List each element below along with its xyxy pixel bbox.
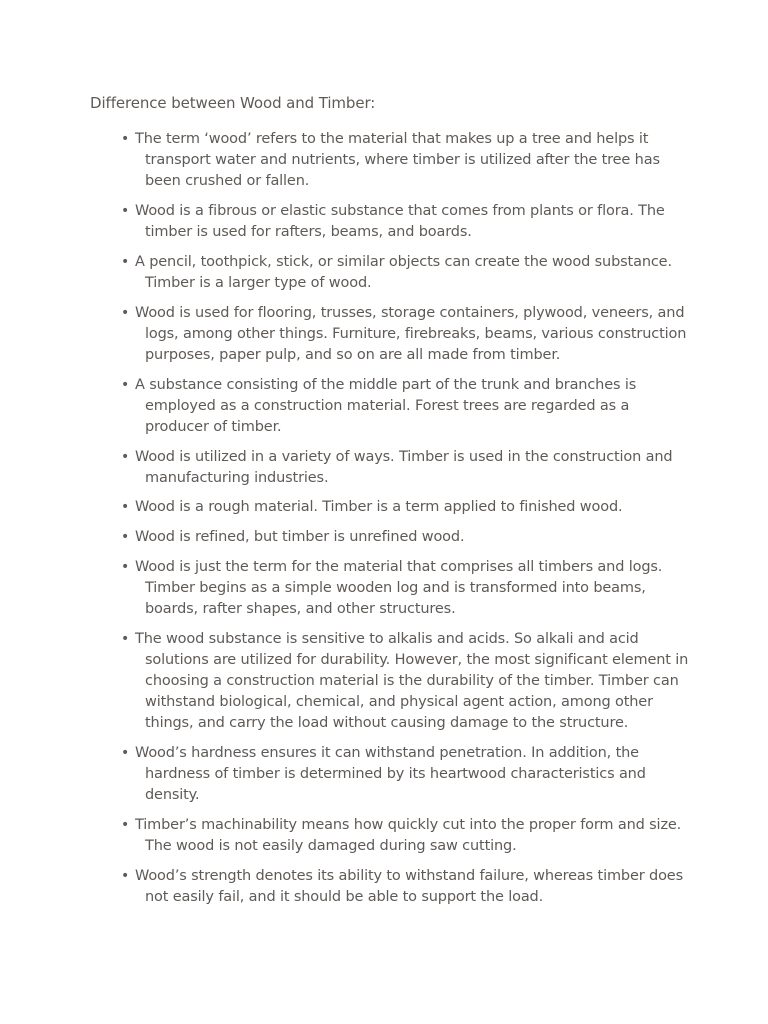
bullet-icon: • (121, 131, 130, 147)
bullet-icon: • (121, 203, 130, 219)
list-item (119, 815, 689, 857)
bullet-icon: • (121, 558, 130, 575)
difference-list (119, 129, 689, 917)
list-item (119, 866, 689, 908)
list-item (119, 129, 689, 193)
list-item-text: Wood is a fibrous or elastic substance that comes from plants or flora. The timber is used for rafters, beams, and boards. (135, 203, 665, 241)
list-item (119, 743, 689, 807)
bullet-icon: • (121, 867, 130, 884)
bullet-icon: • (121, 816, 130, 833)
list-item (119, 629, 689, 735)
list-item-text: A pencil, toothpick, stick, or similar objects can create the wood substance. Timber is a larger type of wood. (135, 253, 672, 291)
list-item-text: Wood’s hardness ensures it can withstand penetration. In addition, the hardness of timber is determined by its heartwood characteristics and density. (135, 744, 646, 804)
list-item-text: Wood is utilized in a variety of ways. Timber is used in the construction and manufacturing industries. (135, 448, 673, 486)
bullet-icon: • (121, 304, 130, 321)
list-item-text: Wood’s strength denotes its ability to withstand failure, whereas timber does not easily fail, and it should be able to support the load. (135, 867, 683, 905)
list-item-text: Wood is a rough material. Timber is a term applied to finished wood. (135, 499, 623, 516)
bullet-icon: • (121, 528, 130, 545)
bullet-icon: • (121, 744, 130, 761)
bullet-icon: • (121, 499, 130, 516)
document-heading: Difference between Wood and Timber: (90, 94, 376, 112)
list-item-text: Wood is just the term for the material that comprises all timbers and logs. Timber begins as a simple wooden log and is transformed into beams, boards, rafter shapes, and other structures. (135, 558, 663, 617)
bullet-icon: • (121, 448, 130, 465)
bullet-icon: • (121, 630, 130, 647)
list-item-text: Wood is refined, but timber is unrefined wood. (135, 528, 465, 545)
list-item (119, 497, 689, 518)
list-item (119, 375, 689, 439)
list-item-text: Timber’s machinability means how quickly cut into the proper form and size. The wood is not easily damaged during saw cutting. (135, 816, 682, 855)
bullet-icon: • (121, 253, 130, 270)
list-item (119, 557, 689, 621)
list-item (119, 252, 689, 294)
list-item (119, 447, 689, 489)
list-item-text: The wood substance is sensitive to alkalis and acids. So alkali and acid solutions are utilized for durability. However, the most significant element in choosing a construction material is the durability of the timber. Timber can withstand biological, chemical, and physical agent action, among other things, and carry the load without causing damage to the structure. (135, 630, 689, 732)
list-item-text: A substance consisting of the middle part of the trunk and branches is employed as a construction material. Forest trees are regarded as a producer of timber. (135, 376, 637, 435)
bullet-icon: • (121, 376, 130, 393)
list-item (119, 201, 689, 243)
list-item-text: The term ‘wood’ refers to the material that makes up a tree and helps it transport water and nutrients, where timber is utilized after the tree has been crushed or fallen. (135, 131, 660, 190)
list-item-text: Wood is used for flooring, trusses, storage containers, plywood, veneers, and logs, among other things. Furniture, firebreaks, beams, various construction purposes, paper pulp, and so on are all made from timber. (135, 304, 687, 363)
list-item (119, 303, 689, 367)
list-item (119, 527, 689, 548)
